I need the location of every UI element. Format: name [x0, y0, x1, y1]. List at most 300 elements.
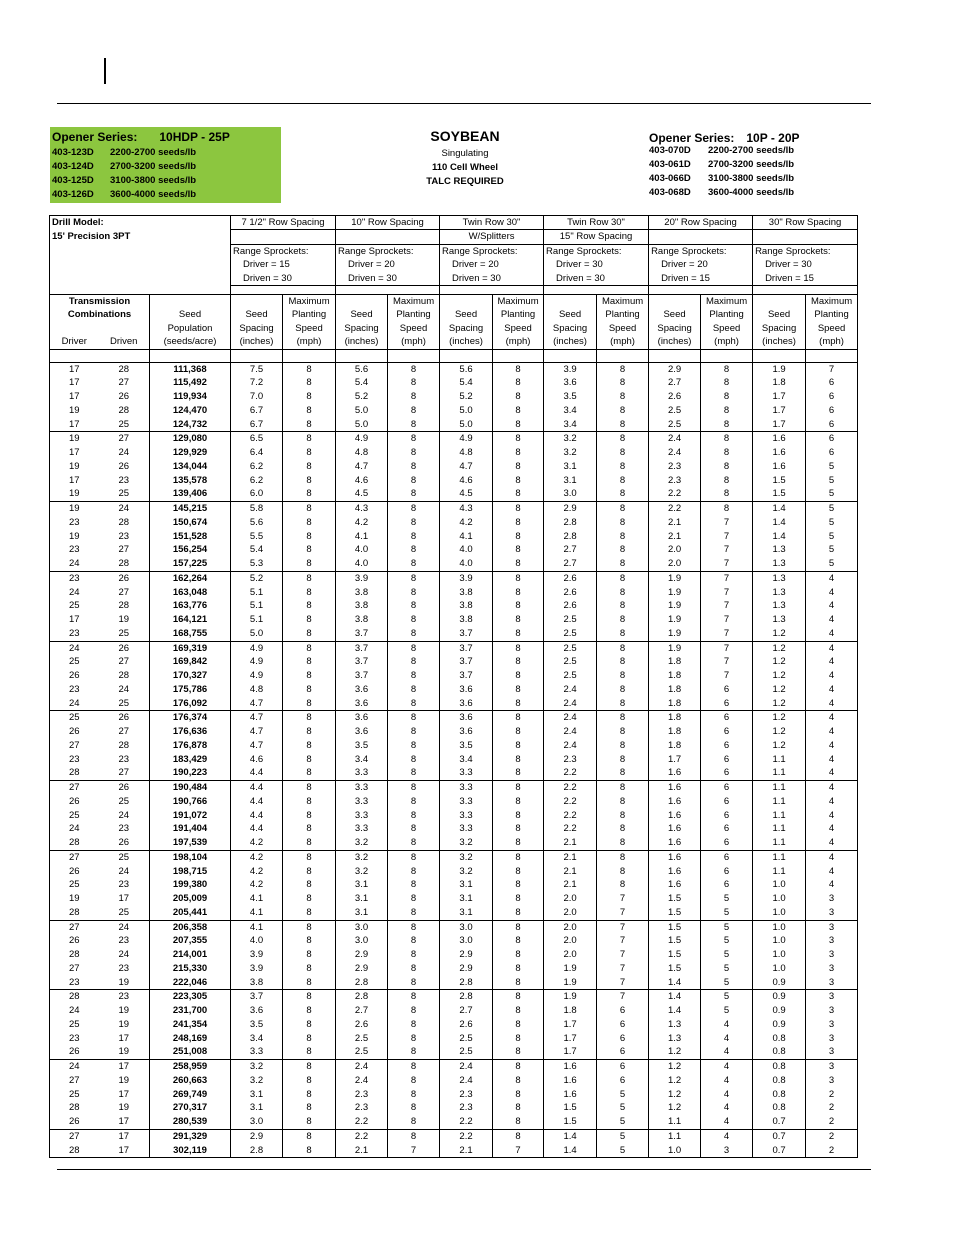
seed-spacing-cell: 2.5 [336, 1032, 388, 1046]
seed-spacing-cell: 3.3 [440, 781, 493, 795]
max-speed-cell: 3 [806, 976, 858, 990]
seed-spacing-cell: 3.6 [336, 697, 388, 711]
seed-spacing-cell: 1.6 [649, 822, 701, 836]
max-speed-cell: 8 [388, 1074, 440, 1088]
max-speed-cell: 8 [388, 892, 440, 906]
seed-spacing-cell: 3.0 [440, 934, 493, 948]
seed-spacing-cell: 6.5 [231, 432, 283, 446]
max-speed-cell: 3 [806, 1032, 858, 1046]
max-speed-cell: 8 [597, 376, 649, 390]
sprocket-driven: Driven = 30 [452, 272, 501, 284]
seed-spacing-cell: 1.0 [753, 878, 806, 892]
seed-spacing-cell: 5.6 [231, 516, 283, 530]
seed-spacing-cell: 0.7 [753, 1144, 806, 1158]
opener-row [52, 147, 197, 158]
sprocket-driven: Driven = 15 [661, 272, 710, 284]
seed-spacing-cell: 2.2 [544, 766, 597, 780]
blank-cell [150, 349, 231, 362]
table-row [50, 795, 858, 809]
driven-cell: 23 [99, 822, 150, 836]
max-speed-cell: 4 [806, 795, 858, 809]
max-speed-cell: 3 [806, 920, 858, 934]
max-speed-cell: 8 [493, 1074, 544, 1088]
header-vertical-rule [104, 58, 106, 84]
max-speed-cell: 6 [701, 725, 753, 739]
driver-cell: 28 [50, 990, 99, 1004]
seed-spacing-cell: 5.8 [231, 502, 283, 516]
max-speed-cell: 8 [388, 725, 440, 739]
seed-spacing-cell: 3.2 [440, 836, 493, 850]
max-speed-cell: 8 [597, 697, 649, 711]
seed-spacing-cell: 1.6 [649, 795, 701, 809]
sprocket-info [753, 272, 858, 286]
seed-spacing-cell: 2.0 [544, 892, 597, 906]
seed-spacing-cell: 3.6 [440, 725, 493, 739]
opener-series-right [649, 131, 849, 201]
max-speed-cell: 8 [388, 362, 440, 376]
max-speed-cell: 8 [283, 432, 336, 446]
table-row [50, 1004, 858, 1018]
max-speed-cell: 8 [597, 865, 649, 879]
driver-cell: 19 [50, 404, 99, 418]
max-speed-cell: 8 [388, 1088, 440, 1102]
max-speed-cell: 8 [493, 850, 544, 864]
seed-spacing-cell: 2.4 [544, 739, 597, 753]
seed-spacing-cell: 1.0 [649, 1144, 701, 1158]
max-speed-cell: 8 [283, 1032, 336, 1046]
max-speed-cell: 8 [493, 976, 544, 990]
seed-spacing-cell: 2.9 [336, 962, 388, 976]
seed-spacing-cell: 2.5 [440, 1032, 493, 1046]
max-speed-cell: 8 [493, 516, 544, 530]
seed-spacing-header [440, 295, 493, 309]
seed-spacing-header [336, 295, 388, 309]
max-speed-cell: 4 [806, 571, 858, 585]
driver-cell: 24 [50, 641, 99, 655]
population-cell: 139,406 [150, 487, 231, 501]
max-speed-cell: 6 [701, 878, 753, 892]
max-speed-cell: 8 [283, 502, 336, 516]
seed-spacing-header [231, 295, 283, 309]
blank-cell [50, 349, 150, 362]
seed-spacing-cell: 3.6 [336, 725, 388, 739]
max-speed-cell: 8 [597, 362, 649, 376]
max-speed-cell: 8 [493, 1045, 544, 1059]
seed-spacing-cell: 3.7 [440, 627, 493, 641]
seed-spacing-cell: 2.3 [440, 1101, 493, 1115]
seed-spacing-cell: 1.1 [753, 836, 806, 850]
driven-cell: 24 [99, 683, 150, 697]
seed-spacing-cell: 3.4 [544, 404, 597, 418]
max-speed-cell: 8 [493, 739, 544, 753]
seed-spacing-cell: 7.2 [231, 376, 283, 390]
seed-spacing-cell: 3.7 [440, 641, 493, 655]
max-speed-cell: 8 [701, 446, 753, 460]
table-row [50, 516, 858, 530]
opener-series-left [50, 127, 281, 203]
max-speed-cell: 8 [597, 432, 649, 446]
driven-column-header: Driven [99, 335, 150, 349]
seed-spacing-cell: 1.3 [649, 1018, 701, 1032]
driver-cell: 17 [50, 362, 99, 376]
header-row-sprockets [50, 272, 858, 286]
sprocket-info [649, 258, 753, 271]
max-speed-cell: 4 [701, 1045, 753, 1059]
max-speed-cell: 7 [701, 669, 753, 683]
seed-spacing-cell: 2.0 [544, 948, 597, 962]
seed-spacing-header: (inches) [231, 335, 283, 349]
population-cell: 198,104 [150, 850, 231, 864]
max-speed-cell: 4 [806, 753, 858, 767]
max-speed-cell: 6 [806, 418, 858, 432]
max-speed-header: Planting [493, 308, 544, 321]
seed-spacing-cell: 1.1 [753, 822, 806, 836]
max-speed-cell: 6 [701, 766, 753, 780]
max-speed-cell: 5 [597, 1115, 649, 1129]
driver-cell: 19 [50, 892, 99, 906]
table-row [50, 766, 858, 780]
seed-spacing-cell: 3.5 [231, 1018, 283, 1032]
max-speed-cell: 8 [597, 446, 649, 460]
sprocket-driver: Driver = 20 [452, 259, 499, 271]
table-row [50, 990, 858, 1004]
crop-name: SOYBEAN [430, 128, 500, 144]
seed-spacing-cell: 1.5 [544, 1115, 597, 1129]
seed-spacing-cell: 5.2 [336, 390, 388, 404]
max-speed-cell: 8 [388, 1115, 440, 1129]
max-speed-cell: 8 [283, 487, 336, 501]
max-speed-header: (mph) [701, 335, 753, 349]
seed-spacing-cell: 2.0 [544, 920, 597, 934]
seed-spacing-cell: 5.5 [231, 530, 283, 544]
driver-cell: 23 [50, 976, 99, 990]
max-speed-cell: 8 [283, 516, 336, 530]
max-speed-cell: 8 [388, 836, 440, 850]
opener-row [649, 159, 849, 173]
max-speed-cell: 8 [283, 766, 336, 780]
max-speed-cell: 8 [388, 822, 440, 836]
seed-spacing-cell: 1.2 [753, 655, 806, 669]
max-speed-cell: 6 [701, 836, 753, 850]
driver-cell: 23 [50, 516, 99, 530]
seed-spacing-cell: 1.1 [753, 850, 806, 864]
max-speed-cell: 8 [597, 739, 649, 753]
max-speed-cell: 8 [597, 753, 649, 767]
max-speed-cell: 8 [283, 390, 336, 404]
max-speed-cell: 8 [283, 557, 336, 571]
max-speed-cell: 8 [283, 641, 336, 655]
row-spacing-title: 30" Row Spacing [753, 216, 858, 230]
seed-spacing-cell: 5.6 [440, 362, 493, 376]
seed-spacing-cell: 1.4 [649, 976, 701, 990]
seed-spacing-cell: 2.4 [544, 683, 597, 697]
seed-size-range: 2700-3200 seeds/lb [708, 159, 795, 170]
seed-spacing-cell: 2.1 [544, 878, 597, 892]
seed-spacing-cell: 1.2 [753, 697, 806, 711]
driven-cell: 25 [99, 627, 150, 641]
row-spacing-title: Twin Row 30" [544, 216, 649, 230]
max-speed-cell: 8 [283, 809, 336, 823]
seed-spacing-cell: 1.6 [649, 809, 701, 823]
driven-cell: 19 [99, 1018, 150, 1032]
row-spacing-title: 10" Row Spacing [336, 216, 440, 230]
max-speed-cell: 8 [283, 418, 336, 432]
seed-spacing-cell: 1.6 [544, 1074, 597, 1088]
seed-spacing-cell: 3.9 [544, 362, 597, 376]
seed-spacing-cell: 3.7 [336, 641, 388, 655]
table-row [50, 404, 858, 418]
crop-note-2: 110 Cell Wheel [431, 162, 498, 173]
driver-cell: 25 [50, 809, 99, 823]
driven-cell: 19 [99, 1074, 150, 1088]
seed-size-range: 2200-2700 seeds/lb [708, 145, 795, 156]
max-speed-cell: 2 [806, 1101, 858, 1115]
sprocket-info [231, 244, 336, 258]
max-speed-cell: 8 [283, 906, 336, 920]
max-speed-cell: 8 [493, 362, 544, 376]
max-speed-cell: 3 [701, 1144, 753, 1158]
seed-spacing-cell: 1.9 [753, 362, 806, 376]
driven-cell: 28 [99, 557, 150, 571]
max-speed-cell: 4 [806, 739, 858, 753]
crop-title [380, 128, 550, 144]
max-speed-cell: 4 [806, 836, 858, 850]
crop-notes [380, 147, 550, 189]
seed-spacing-cell: 6.2 [231, 460, 283, 474]
seed-spacing-cell: 3.3 [336, 809, 388, 823]
seed-spacing-cell: 4.1 [440, 530, 493, 544]
seed-spacing-cell: 0.8 [753, 1088, 806, 1102]
seed-spacing-cell: 4.2 [231, 878, 283, 892]
seed-spacing-cell: 4.0 [440, 557, 493, 571]
max-speed-cell: 5 [701, 990, 753, 1004]
sprocket-driven: Driven = 30 [243, 272, 292, 284]
max-speed-cell: 8 [283, 781, 336, 795]
seed-spacing-cell: 5.4 [336, 376, 388, 390]
seed-spacing-cell: 1.9 [544, 962, 597, 976]
driven-cell: 27 [99, 766, 150, 780]
driven-cell: 17 [99, 1060, 150, 1074]
max-speed-cell: 7 [597, 962, 649, 976]
population-cell: 168,755 [150, 627, 231, 641]
blank-cell [649, 349, 701, 362]
max-speed-cell: 8 [388, 1018, 440, 1032]
seed-spacing-cell: 3.4 [440, 753, 493, 767]
seed-spacing-cell: 3.6 [336, 683, 388, 697]
max-speed-cell: 8 [388, 683, 440, 697]
seed-spacing-cell: 1.2 [649, 1045, 701, 1059]
seed-spacing-cell: 4.4 [231, 822, 283, 836]
population-cell: 169,319 [150, 641, 231, 655]
max-speed-cell: 8 [283, 362, 336, 376]
driven-cell: 27 [99, 586, 150, 600]
seed-spacing-cell: 3.1 [440, 892, 493, 906]
header-spacer-row [50, 286, 858, 295]
table-row [50, 1018, 858, 1032]
sprocket-info [336, 272, 440, 286]
seed-spacing-cell: 3.3 [336, 822, 388, 836]
max-speed-cell: 5 [701, 948, 753, 962]
seed-spacing-header: Spacing [544, 322, 597, 335]
max-speed-cell: 8 [388, 487, 440, 501]
max-speed-cell: 8 [388, 739, 440, 753]
seed-spacing-cell: 3.8 [440, 613, 493, 627]
max-speed-cell: 8 [493, 990, 544, 1004]
seed-spacing-cell: 2.4 [336, 1074, 388, 1088]
table-row [50, 1032, 858, 1046]
table-row [50, 655, 858, 669]
max-speed-cell: 7 [701, 557, 753, 571]
seed-spacing-cell: 2.8 [440, 990, 493, 1004]
seed-spacing-cell: 1.7 [753, 404, 806, 418]
max-speed-header: Planting [388, 308, 440, 321]
opener-row [649, 145, 849, 159]
max-speed-cell: 8 [283, 627, 336, 641]
max-speed-cell: 8 [283, 376, 336, 390]
table-row [50, 487, 858, 501]
table-row [50, 641, 858, 655]
seed-spacing-cell: 2.6 [649, 390, 701, 404]
seed-spacing-cell: 5.1 [231, 599, 283, 613]
max-speed-cell: 8 [283, 795, 336, 809]
sprocket-info [231, 258, 336, 271]
table-row [50, 376, 858, 390]
seed-spacing-cell: 5.1 [231, 613, 283, 627]
table-row [50, 850, 858, 864]
max-speed-cell: 4 [806, 683, 858, 697]
sprocket-info [649, 272, 753, 286]
seed-size-range: 3100-3800 seeds/lb [110, 175, 197, 186]
population-cell: 197,539 [150, 836, 231, 850]
max-speed-cell: 8 [493, 1060, 544, 1074]
seed-spacing-cell: 3.2 [336, 850, 388, 864]
driven-cell: 19 [99, 976, 150, 990]
seed-spacing-cell: 1.4 [753, 530, 806, 544]
driven-cell: 25 [99, 697, 150, 711]
max-speed-cell: 7 [701, 599, 753, 613]
max-speed-cell: 8 [493, 390, 544, 404]
seed-spacing-cell: 2.7 [336, 1004, 388, 1018]
opener-row [52, 189, 197, 200]
table-row [50, 557, 858, 571]
max-speed-cell: 7 [701, 641, 753, 655]
crop-note-1: Singulating [441, 148, 489, 159]
seed-spacing-header [544, 295, 597, 309]
seed-spacing-cell: 4.3 [440, 502, 493, 516]
population-cell: 176,374 [150, 711, 231, 725]
max-speed-cell: 6 [701, 795, 753, 809]
max-speed-cell: 4 [701, 1101, 753, 1115]
seed-spacing-cell: 2.2 [336, 1129, 388, 1143]
seed-spacing-cell: 3.3 [440, 809, 493, 823]
max-speed-cell: 8 [283, 739, 336, 753]
max-speed-cell: 8 [388, 376, 440, 390]
seed-spacing-cell: 1.6 [753, 446, 806, 460]
driver-cell: 28 [50, 1144, 99, 1158]
seed-spacing-cell: 1.1 [753, 753, 806, 767]
driven-cell: 23 [99, 990, 150, 1004]
seed-spacing-cell: 2.8 [231, 1144, 283, 1158]
row-spacing-title: 7 1/2" Row Spacing [231, 216, 336, 230]
max-speed-cell: 8 [493, 474, 544, 488]
max-speed-cell: 6 [597, 1074, 649, 1088]
seed-spacing-cell: 1.5 [544, 1101, 597, 1115]
driver-cell: 24 [50, 1004, 99, 1018]
max-speed-cell: 6 [701, 865, 753, 879]
max-speed-cell: 8 [493, 1129, 544, 1143]
max-speed-cell: 8 [283, 446, 336, 460]
seed-spacing-cell: 2.8 [440, 976, 493, 990]
seed-spacing-cell: 3.2 [336, 836, 388, 850]
max-speed-cell: 8 [493, 795, 544, 809]
blank-cell [806, 349, 858, 362]
max-speed-header: Planting [283, 308, 336, 321]
max-speed-cell: 6 [701, 697, 753, 711]
seed-spacing-header: Seed [649, 308, 701, 321]
seed-spacing-cell: 1.9 [544, 990, 597, 1004]
population-cell: 163,776 [150, 599, 231, 613]
max-speed-cell: 4 [806, 599, 858, 613]
max-speed-cell: 8 [388, 878, 440, 892]
max-speed-cell: 8 [283, 404, 336, 418]
max-speed-cell: 4 [806, 613, 858, 627]
seed-spacing-cell: 3.9 [231, 962, 283, 976]
max-speed-cell: 8 [597, 586, 649, 600]
sprocket-driven: Driven = 30 [556, 272, 605, 284]
population-cell: 231,700 [150, 1004, 231, 1018]
seed-spacing-cell: 3.5 [440, 739, 493, 753]
seed-spacing-cell: 1.2 [649, 1060, 701, 1074]
driver-cell: 28 [50, 1101, 99, 1115]
seed-spacing-cell: 1.8 [544, 1004, 597, 1018]
max-speed-cell: 8 [283, 934, 336, 948]
sprocket-sprockets: Range Sprockets: [338, 245, 414, 257]
seed-spacing-cell: 3.1 [336, 892, 388, 906]
opener-right-label: Opener Series: [649, 131, 735, 145]
seed-spacing-cell: 2.4 [440, 1060, 493, 1074]
table-row [50, 446, 858, 460]
driver-cell: 25 [50, 711, 99, 725]
max-speed-cell: 7 [493, 1144, 544, 1158]
population-cell: 190,484 [150, 781, 231, 795]
table-row [50, 711, 858, 725]
max-speed-cell: 8 [493, 892, 544, 906]
row-spacing-title: Twin Row 30" [440, 216, 544, 230]
opener-right-title [649, 131, 849, 145]
seed-spacing-cell: 0.8 [753, 1074, 806, 1088]
seed-spacing-cell: 3.8 [231, 976, 283, 990]
driver-cell: 19 [50, 460, 99, 474]
seed-spacing-cell: 2.1 [544, 836, 597, 850]
opener-row [649, 187, 849, 201]
max-speed-cell: 8 [597, 543, 649, 557]
seed-spacing-cell: 6.2 [231, 474, 283, 488]
table-row [50, 418, 858, 432]
seed-spacing-cell: 0.9 [753, 1004, 806, 1018]
max-speed-cell: 8 [597, 418, 649, 432]
seed-spacing-cell: 2.2 [544, 822, 597, 836]
max-speed-header: Maximum [701, 295, 753, 309]
seed-spacing-cell: 4.8 [336, 446, 388, 460]
driver-cell: 17 [50, 474, 99, 488]
seed-spacing-cell: 1.2 [649, 1074, 701, 1088]
blank-cell [283, 349, 336, 362]
max-speed-cell: 8 [597, 809, 649, 823]
seed-spacing-cell: 1.4 [649, 990, 701, 1004]
max-speed-header: Speed [806, 322, 858, 335]
table-row [50, 822, 858, 836]
seed-spacing-cell: 2.4 [440, 1074, 493, 1088]
